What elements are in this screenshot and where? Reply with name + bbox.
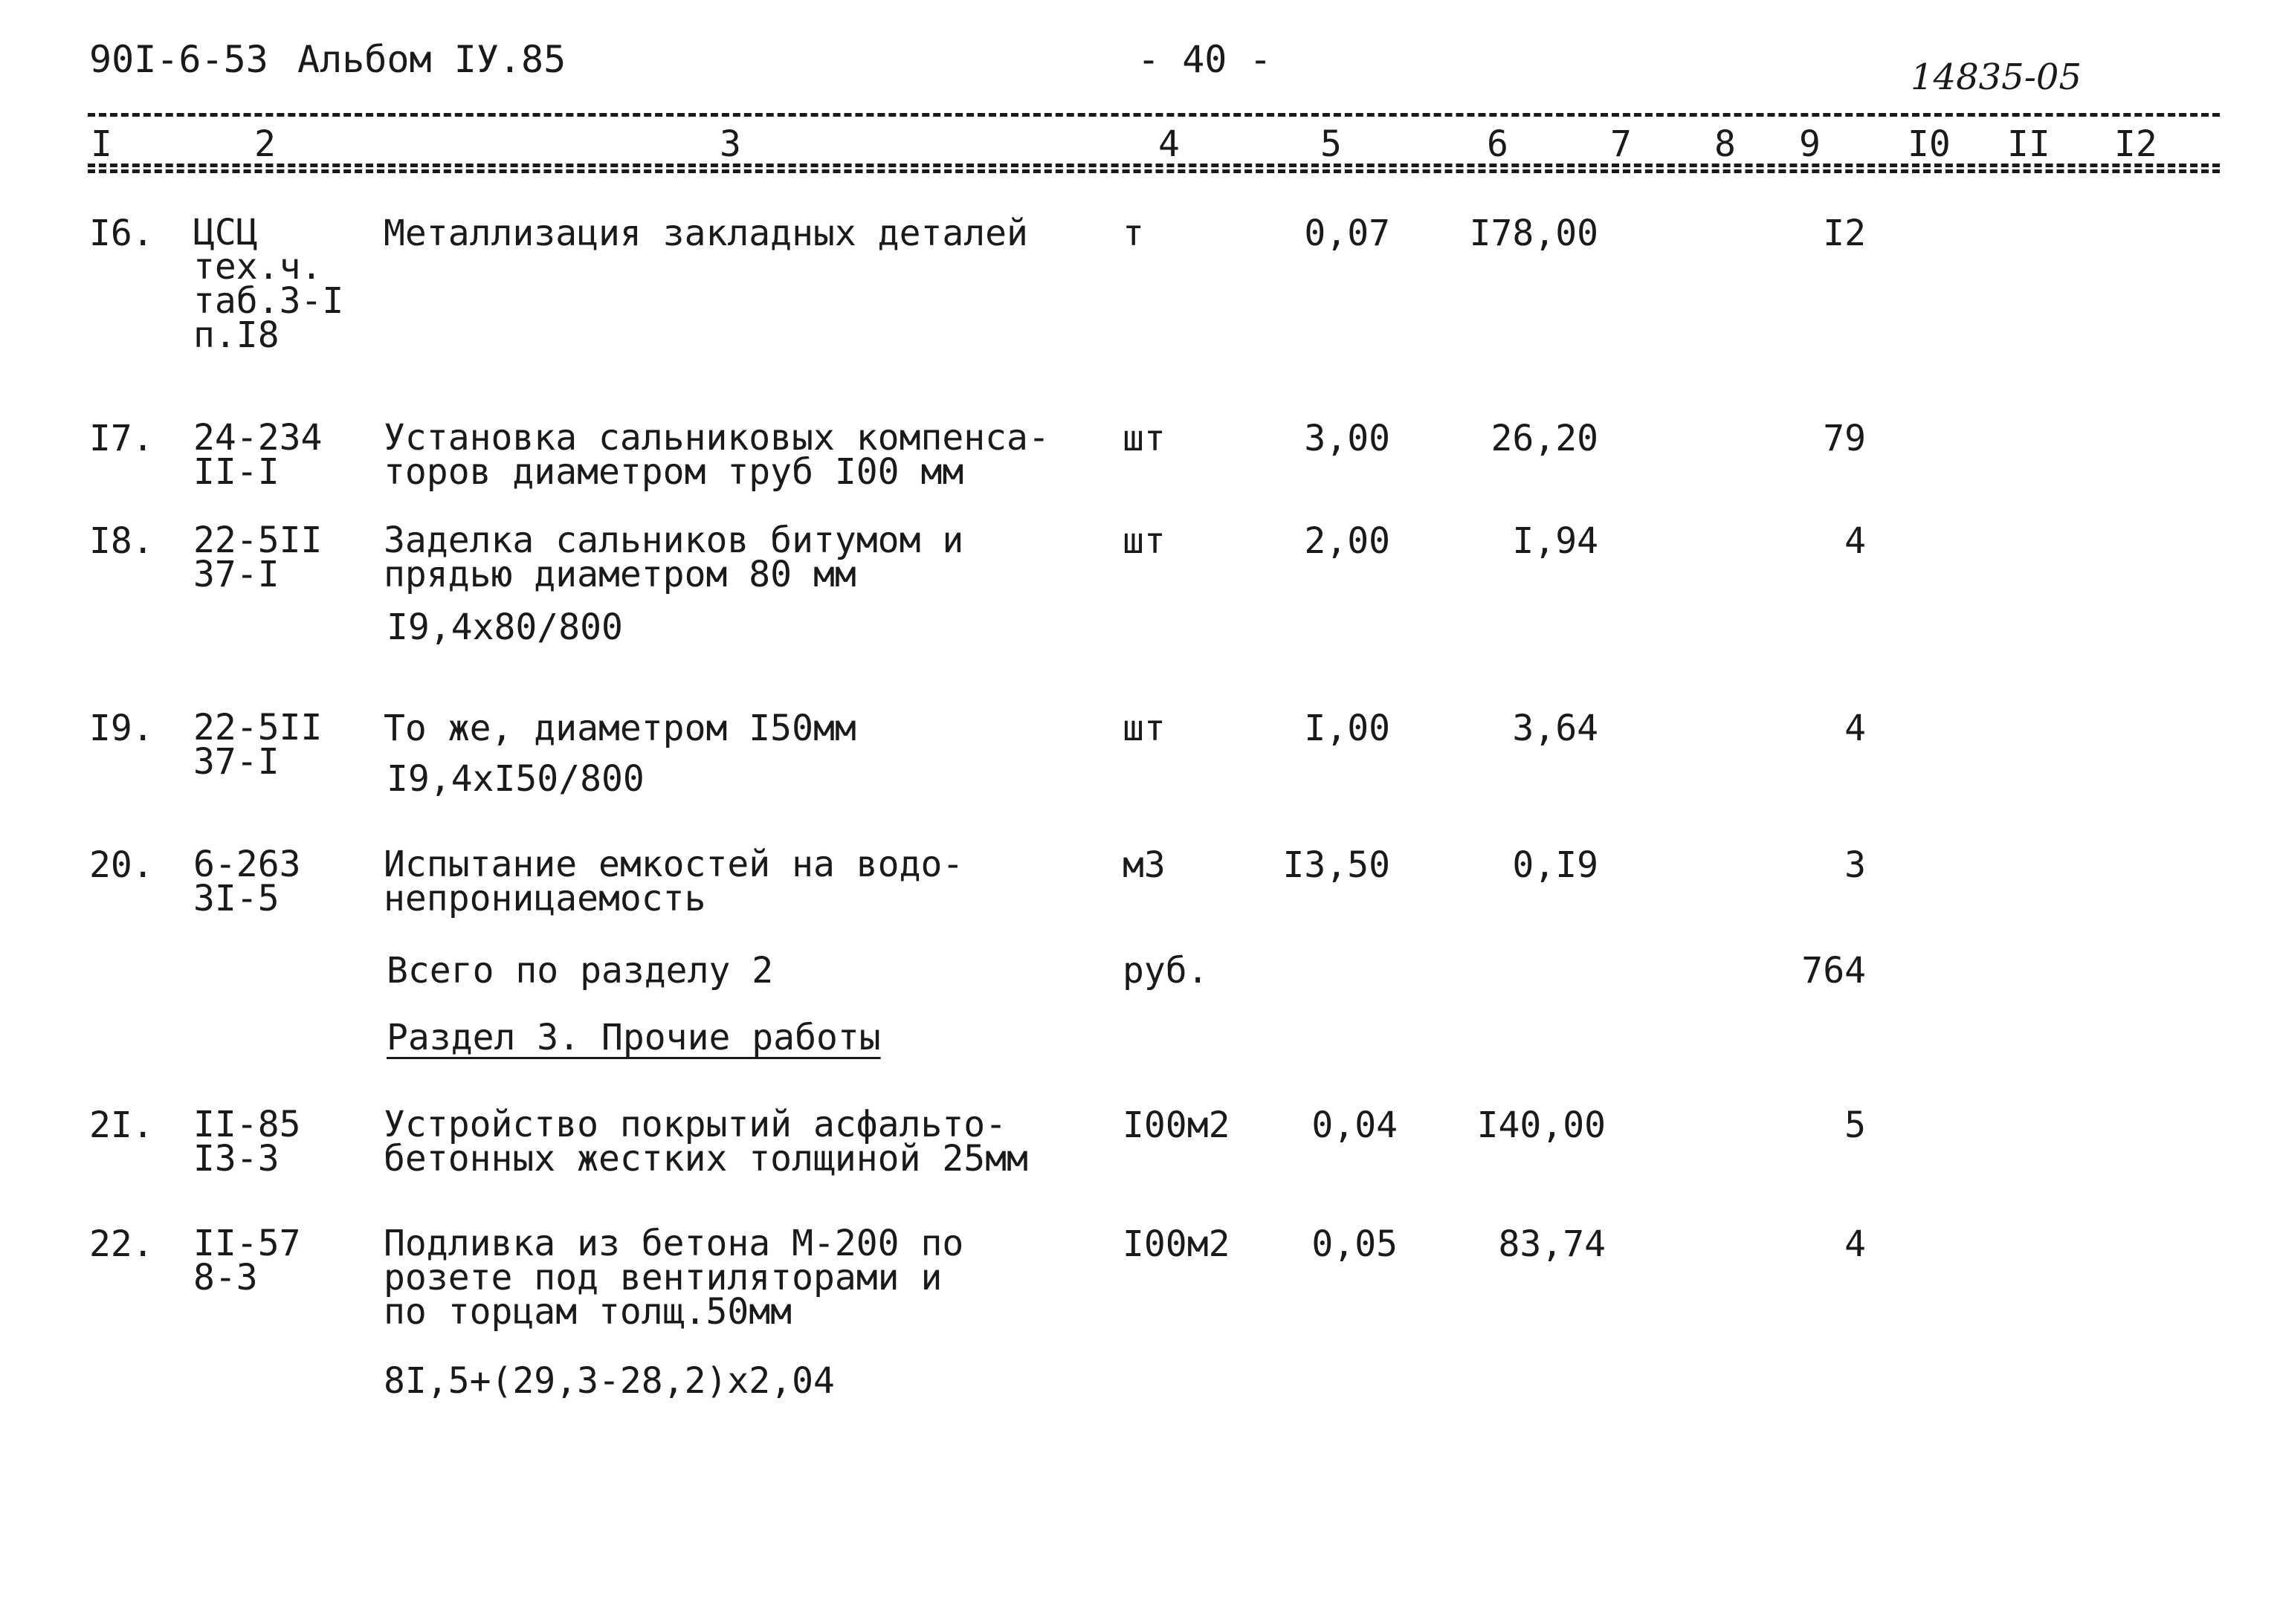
row-calculation: I9,4х80/800 — [387, 606, 623, 648]
section-heading: Раздел 3. Прочие работы — [387, 1017, 881, 1058]
row-code: II-85 I3-3 — [193, 1104, 301, 1180]
row-quantity: 0,05 — [1311, 1223, 1398, 1265]
row-unit: шт — [1123, 708, 1166, 749]
row-quantity: 0,04 — [1311, 1104, 1398, 1146]
row-number: 20. — [89, 844, 154, 886]
row-unit: шт — [1123, 520, 1166, 562]
section-total-unit: руб. — [1123, 950, 1209, 991]
row-code: II-57 8-3 — [193, 1223, 301, 1298]
row-quantity: 2,00 — [1304, 520, 1390, 562]
column-header: 3 — [720, 123, 741, 165]
row-description: Металлизация закладных деталей — [384, 213, 1028, 254]
album-label: Альбом IУ.85 — [297, 38, 566, 81]
row-quantity: 3,00 — [1304, 418, 1390, 459]
row-price: 26,20 — [1491, 418, 1598, 459]
row-number: I9. — [89, 708, 154, 749]
row-number: I7. — [89, 418, 154, 459]
row-description: Испытание емкостей на водо- непроницаемость — [384, 844, 964, 919]
row-number: 22. — [89, 1223, 154, 1265]
row-quantity: 0,07 — [1304, 213, 1390, 254]
row-description: Устройство покрытий асфальто- бетонных жестких толщиной 25мм — [384, 1104, 1028, 1180]
column-header: I2 — [2114, 123, 2157, 165]
row-code: 22-5II 37-I — [193, 707, 323, 783]
row-code: 6-263 3I-5 — [193, 844, 301, 919]
row-description: Установка сальниковых компенса- торов диаметром труб I00 мм — [384, 417, 1050, 493]
column-header: 2 — [254, 123, 276, 165]
row-unit: т — [1123, 213, 1144, 254]
row-total: 3 — [1844, 844, 1866, 886]
row-price: 83,74 — [1498, 1223, 1606, 1265]
row-total: 4 — [1844, 1223, 1866, 1265]
row-unit: м3 — [1123, 844, 1166, 886]
row-unit: I00м2 — [1123, 1104, 1230, 1146]
header-rule-top — [88, 113, 2220, 117]
header-rule-bottom-2 — [88, 169, 2220, 173]
row-description: Заделка сальников битумом и прядью диаметром 80 мм — [384, 520, 964, 595]
column-header: II — [2007, 123, 2050, 165]
row-quantity: I3,50 — [1282, 844, 1390, 886]
row-total: 4 — [1844, 708, 1866, 749]
row-price: I40,00 — [1476, 1104, 1606, 1146]
row-price: I78,00 — [1469, 213, 1598, 254]
row-price: I,94 — [1512, 520, 1598, 562]
row-code: 24-234 II-I — [193, 417, 323, 493]
row-number: 2I. — [89, 1104, 154, 1146]
page-number: - 40 - — [1137, 38, 1272, 81]
row-number: I8. — [89, 520, 154, 562]
header-rule-bottom-1 — [88, 164, 2220, 167]
row-total: 5 — [1844, 1104, 1866, 1146]
row-unit: шт — [1123, 418, 1166, 459]
row-code: ЦСЦ тех.ч. таб.3-I п.I8 — [193, 212, 344, 356]
column-header: 5 — [1320, 123, 1342, 165]
row-code: 22-5II 37-I — [193, 520, 323, 595]
row-calculation: I9,4хI50/800 — [387, 758, 645, 800]
row-total: 4 — [1844, 520, 1866, 562]
column-header: 6 — [1487, 123, 1508, 165]
column-header: 8 — [1714, 123, 1736, 165]
row-description: Подливка из бетона М-200 по розете под вентиляторами и по торцам толщ.50мм — [384, 1223, 964, 1333]
row-number: I6. — [89, 213, 154, 254]
section-total-value: 764 — [1801, 950, 1866, 991]
column-header: 4 — [1158, 123, 1180, 165]
column-header: 7 — [1610, 123, 1632, 165]
row-quantity: I,00 — [1304, 708, 1390, 749]
row-price: 0,I9 — [1512, 844, 1598, 886]
row-unit: I00м2 — [1123, 1223, 1230, 1265]
row-description: То же, диаметром I50мм — [384, 708, 856, 749]
column-header: I — [91, 123, 112, 165]
row-calculation: 8I,5+(29,3-28,2)х2,04 — [384, 1360, 835, 1402]
section-total-label: Всего по разделу 2 — [387, 950, 774, 991]
column-header: 9 — [1799, 123, 1821, 165]
doc-code: 90I-6-53 — [89, 38, 268, 81]
column-header: I0 — [1908, 123, 1951, 165]
row-total: 79 — [1823, 418, 1866, 459]
handwritten-number: 14835-05 — [1911, 56, 2082, 98]
row-total: I2 — [1823, 213, 1866, 254]
row-price: 3,64 — [1512, 708, 1598, 749]
